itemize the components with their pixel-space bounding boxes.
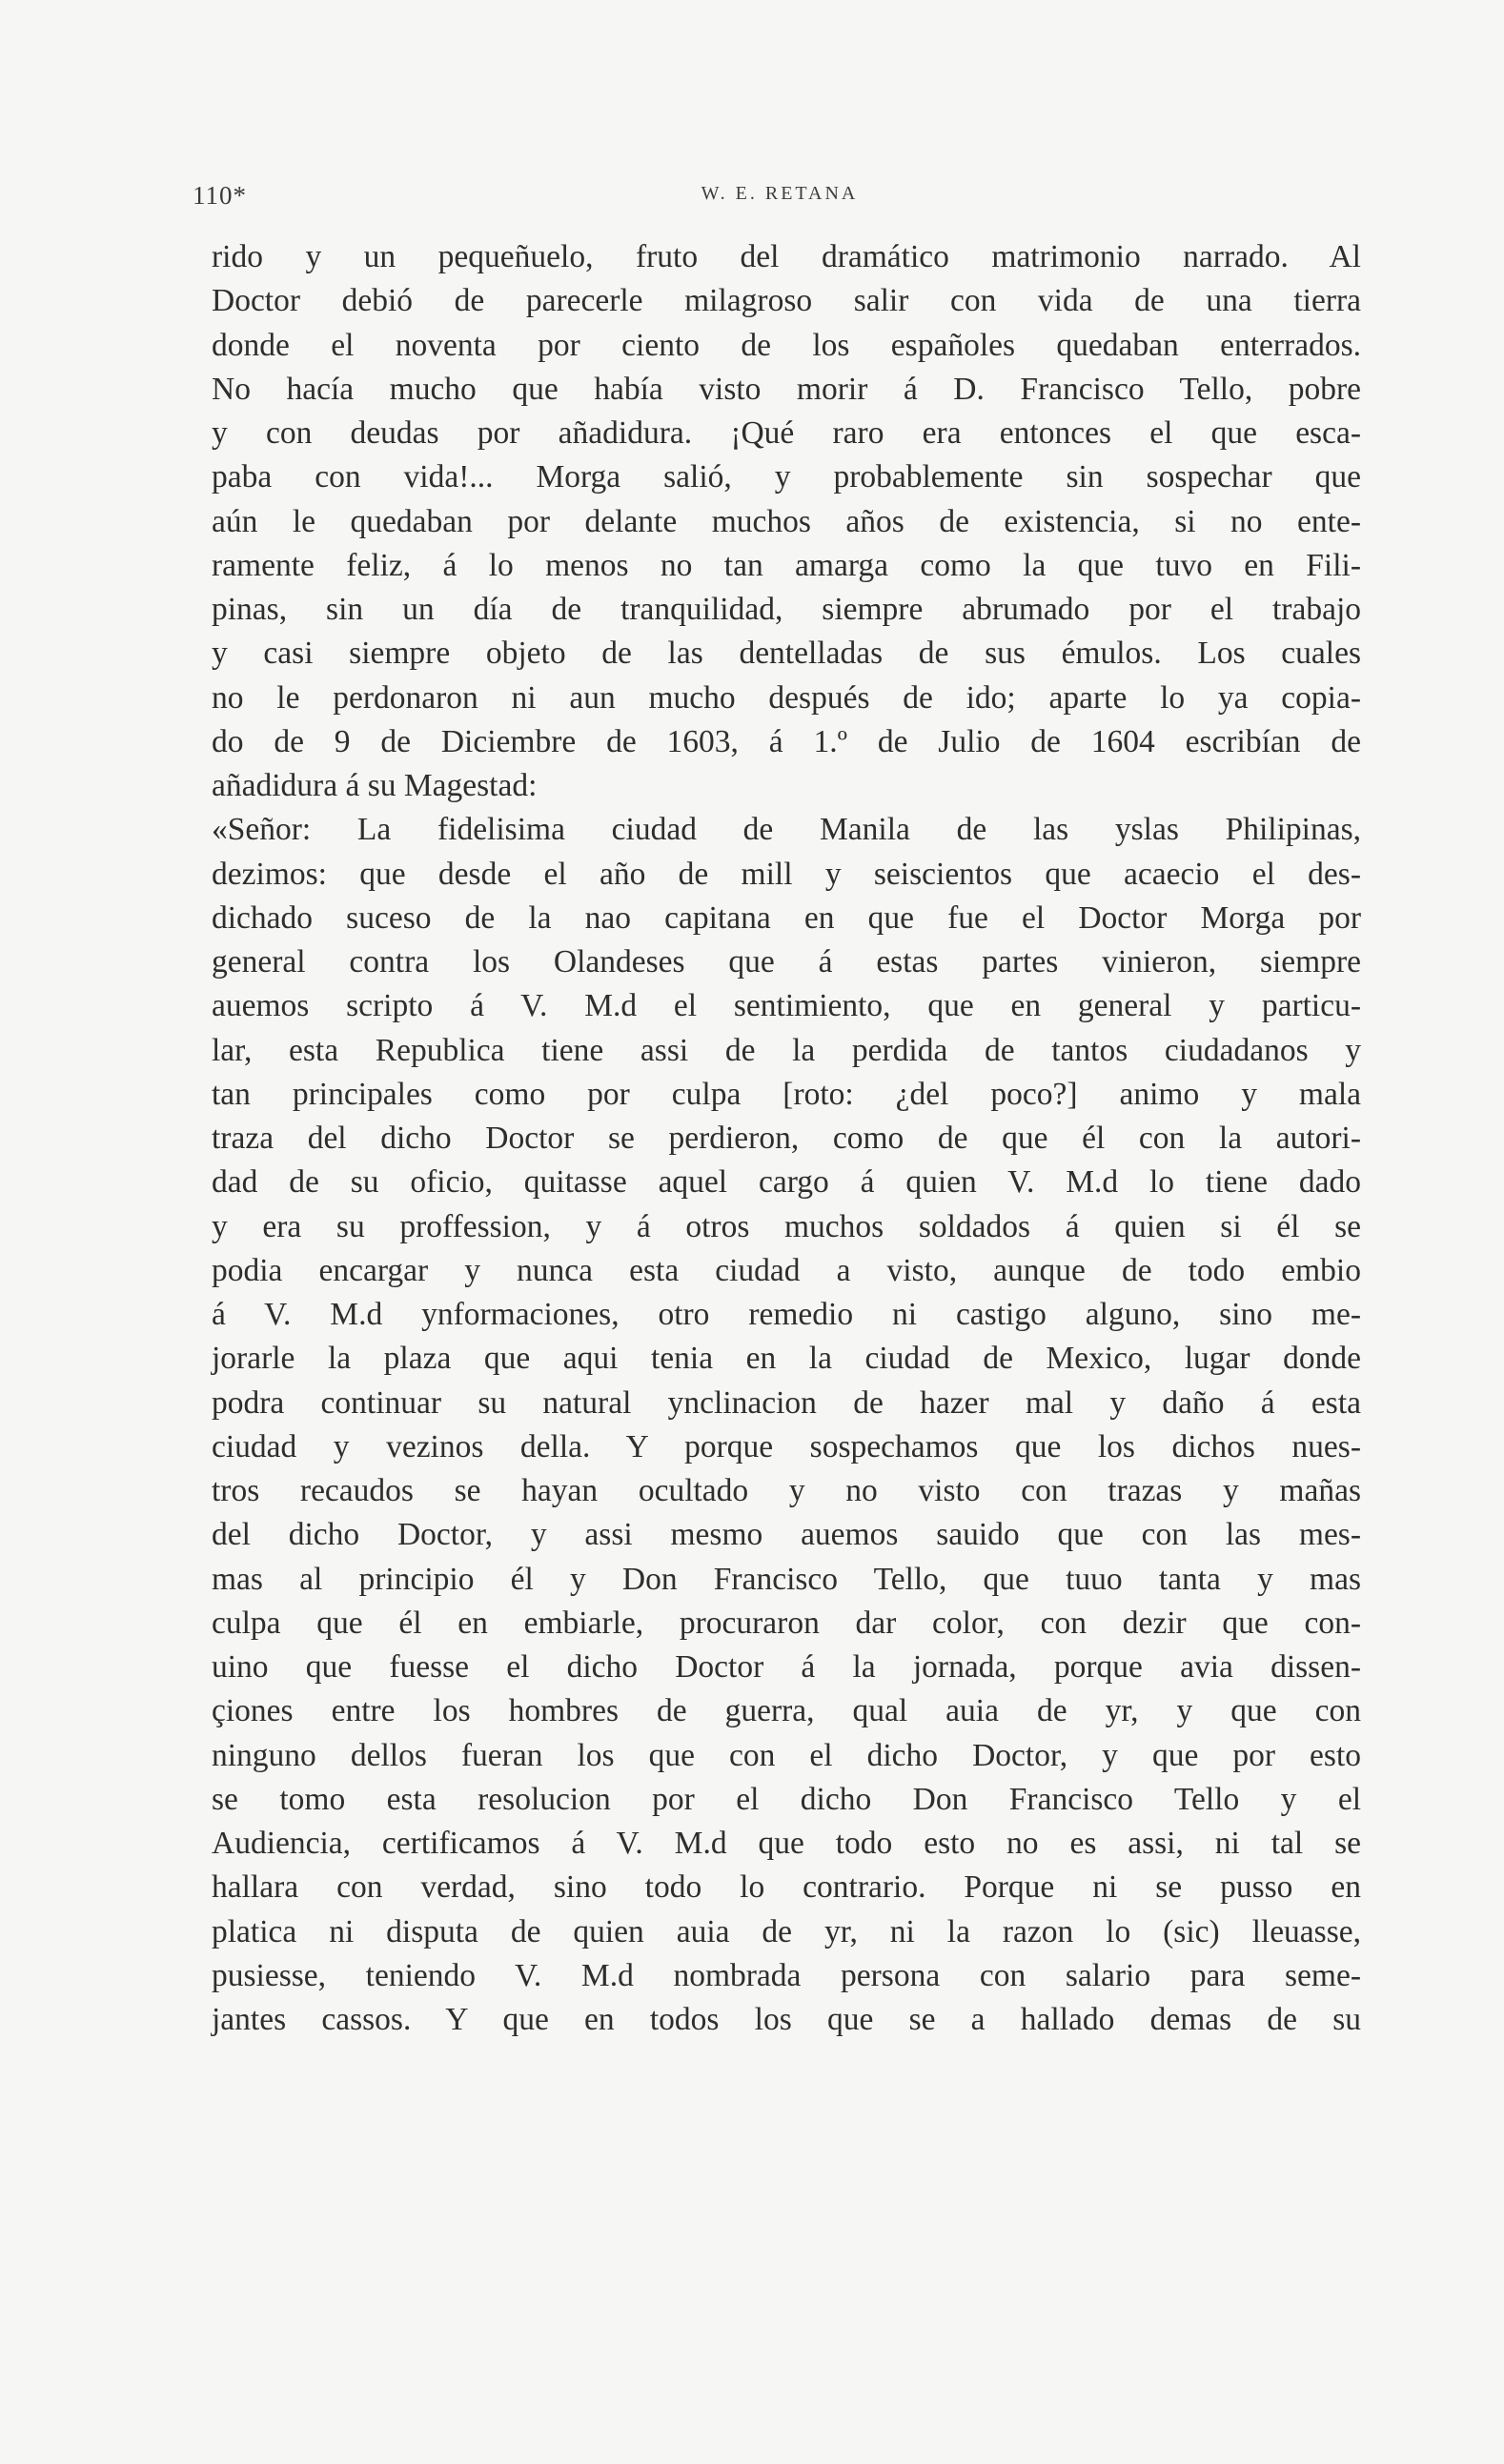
- text-line: se tomo esta resolucion por el dicho Don Francisco Tello y el: [212, 1781, 1361, 1817]
- text-line: no le perdonaron ni aun mucho después de ido; aparte lo ya copia-: [212, 679, 1361, 716]
- text-line: tros recaudos se hayan ocultado y no visto con trazas y mañas: [212, 1473, 1361, 1508]
- text-line: dad de su oficio, quitasse aquel cargo á quien V. M.d lo tiene dado: [212, 1164, 1361, 1201]
- running-head: W. E. RETANA: [701, 183, 859, 204]
- body-text: [212, 235, 1361, 2042]
- text-line: donde el noventa por ciento de los españoles quedaban enterrados.: [212, 327, 1361, 363]
- text-line: del dicho Doctor, y assi mesmo auemos sauido que con las mes-: [212, 1517, 1361, 1553]
- page-number: 110*: [193, 181, 247, 210]
- text-line: tan principales como por culpa [roto: ¿del poco?] animo y mala: [212, 1076, 1361, 1112]
- text-line: jorarle la plaza que aqui tenia en la ciudad de Mexico, lugar donde: [212, 1341, 1361, 1377]
- text-line: auemos scripto á V. M.d el sentimiento, que en general y particu-: [212, 988, 1361, 1024]
- text-line: platica ni disputa de quien auia de yr, ni la razon lo (sic) lleuasse,: [212, 1913, 1361, 1949]
- text-line: general contra los Olandeses que á estas partes vinieron, siempre: [212, 944, 1361, 980]
- text-line: y era su proffession, y á otros muchos soldados á quien si él se: [212, 1208, 1361, 1244]
- text-line: lar, esta Republica tiene assi de la perdida de tantos ciudadanos y: [212, 1032, 1361, 1068]
- text-line: mas al principio él y Don Francisco Tello, que tuuo tanta y mas: [212, 1561, 1361, 1597]
- text-line: paba con vida!... Morga salió, y probablemente sin sospechar que: [212, 459, 1361, 495]
- text-line: dichado suceso de la nao capitana en que fue el Doctor Morga por: [212, 899, 1361, 936]
- text-line: No hacía mucho que había visto morir á D. Francisco Tello, pobre: [212, 371, 1361, 407]
- text-line: ciudad y vezinos della. Y porque sospechamos que los dichos nues-: [212, 1428, 1361, 1464]
- text-line: añadidura á su Magestad:: [212, 768, 538, 803]
- text-line: Audiencia, certificamos á V. M.d que todo esto no es assi, ni tal se: [212, 1826, 1361, 1861]
- text-line: traza del dicho Doctor se perdieron, como de que él con la autori-: [212, 1121, 1361, 1156]
- text-line: aún le quedaban por delante muchos años de existencia, si no ente-: [212, 503, 1361, 539]
- text-line: Doctor debió de parecerle milagroso salir con vida de una tierra: [212, 283, 1361, 319]
- text-line: podia encargar y nunca esta ciudad a visto, aunque de todo embio: [212, 1252, 1361, 1288]
- text-line: do de 9 de Diciembre de 1603, á 1.º de Julio de 1604 escribían de: [212, 723, 1361, 759]
- text-line: podra continuar su natural ynclinacion de hazer mal y daño á esta: [212, 1384, 1361, 1421]
- text-line: y casi siempre objeto de las dentelladas de sus émulos. Los cuales: [212, 636, 1361, 672]
- text-line: y con deudas por añadidura. ¡Qué raro era entonces el que esca-: [212, 415, 1361, 451]
- text-line: uino que fuesse el dicho Doctor á la jornada, porque avia dissen-: [212, 1649, 1361, 1685]
- text-line: rido y un pequeñuelo, fruto del dramático matrimonio narrado. Al: [212, 239, 1361, 274]
- text-line: ninguno dellos fueran los que con el dicho Doctor, y que por esto: [212, 1737, 1361, 1773]
- text-line: «Señor: La fidelisima ciudad de Manila de las yslas Philipinas,: [212, 812, 1361, 848]
- text-line: dezimos: que desde el año de mill y seiscientos que acaecio el des-: [212, 856, 1361, 892]
- text-line: hallara con verdad, sino todo lo contrario. Porque ni se pusso en: [212, 1869, 1361, 1906]
- text-line: culpa que él en embiarle, procuraron dar color, con dezir que con-: [212, 1605, 1361, 1641]
- text-line: á V. M.d ynformaciones, otro remedio ni castigo alguno, sino me-: [212, 1297, 1361, 1332]
- text-line: jantes cassos. Y que en todos los que se a hallado demas de su: [212, 2002, 1361, 2037]
- text-line: ramente feliz, á lo menos no tan amarga como la que tuvo en Fili-: [212, 547, 1361, 583]
- page-header: [193, 181, 1367, 219]
- text-line: pusiesse, teniendo V. M.d nombrada persona con salario para seme-: [212, 1957, 1361, 1993]
- text-line: pinas, sin un día de tranquilidad, siempre abrumado por el trabajo: [212, 592, 1361, 627]
- text-line: çiones entre los hombres de guerra, qual auia de yr, y que con: [212, 1693, 1361, 1729]
